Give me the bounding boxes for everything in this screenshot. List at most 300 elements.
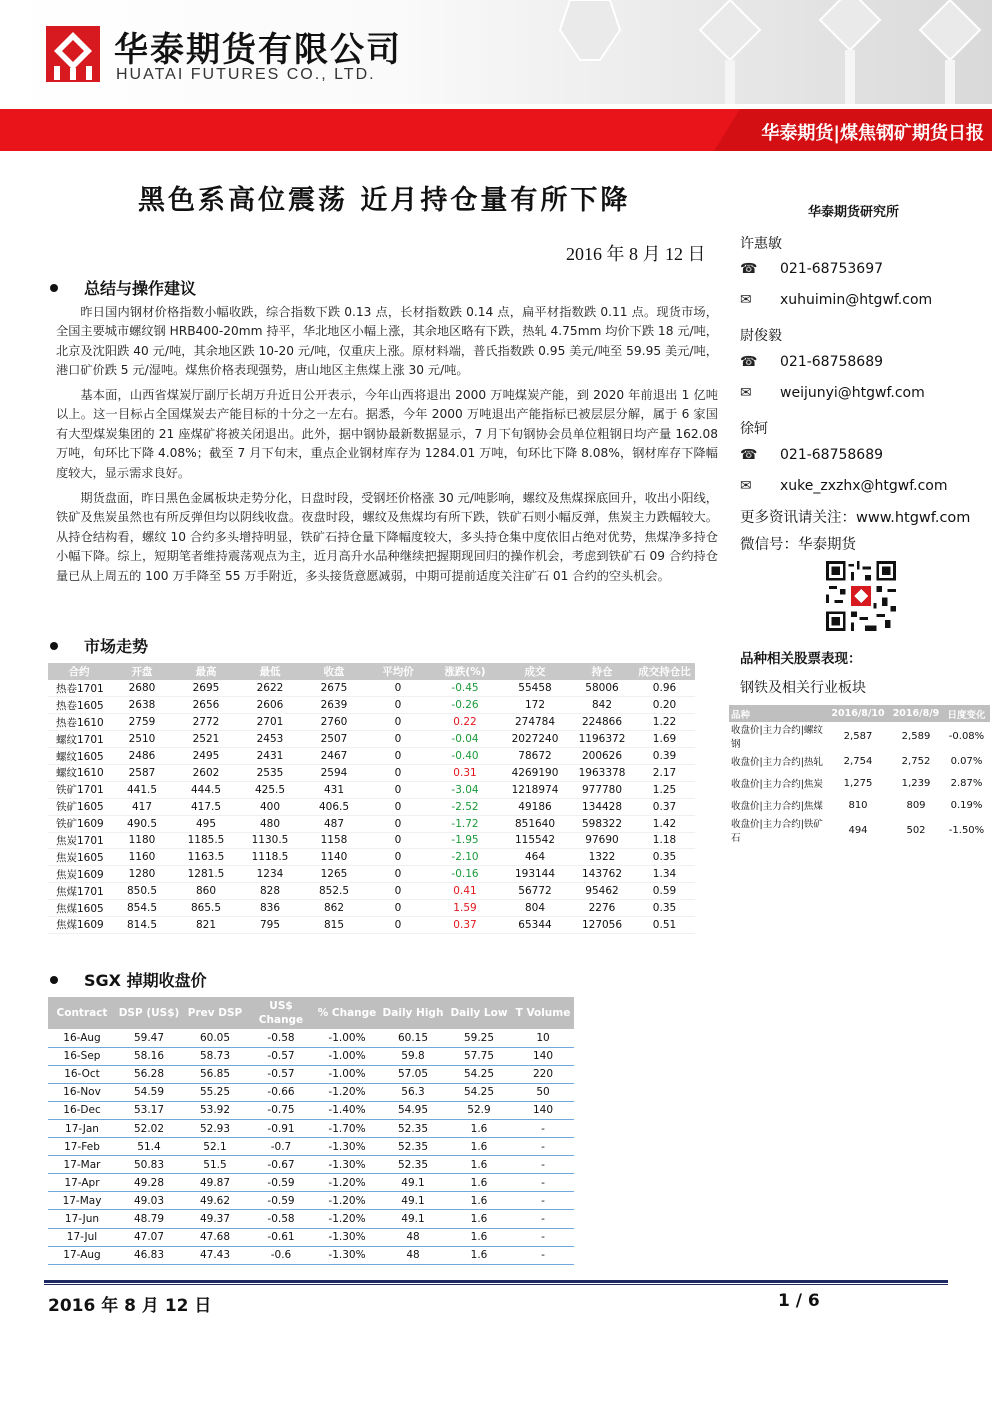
table-cell: 1.6 (446, 1156, 512, 1174)
table-cell: 2521 (174, 731, 238, 748)
contact-email-address[interactable]: xuhuimin@htgwf.com (780, 292, 933, 308)
table-cell: 804 (500, 900, 570, 917)
table-cell: 57.75 (446, 1047, 512, 1065)
table-cell: 50 (512, 1083, 574, 1101)
table-cell: 2587 (110, 764, 174, 781)
table-cell: 51.4 (116, 1138, 182, 1156)
table-cell: 铁矿1701 (48, 781, 110, 798)
table-cell: -3.04 (430, 781, 500, 798)
email-icon: ✉ (740, 385, 752, 401)
table-cell: 2760 (302, 714, 366, 731)
table-cell: 收盘价|主力合约|焦煤 (731, 801, 823, 812)
contact-email (740, 292, 932, 308)
section-sgx-title: SGX 掉期收盘价 (84, 971, 207, 990)
table-cell: - (512, 1119, 574, 1137)
table-cell: -0.91 (248, 1119, 314, 1137)
table-cell: 52.1 (182, 1138, 248, 1156)
table-cell: 2680 (110, 680, 174, 697)
column-header: 最低 (238, 663, 302, 680)
table-cell: 842 (570, 697, 634, 714)
table-cell: 54.95 (380, 1101, 446, 1119)
table-row (48, 781, 695, 798)
table-cell: 2606 (238, 697, 302, 714)
table-cell: 52.9 (446, 1101, 512, 1119)
table-cell: 56.28 (116, 1065, 182, 1083)
table-cell: 1.18 (634, 832, 695, 849)
table-cell: 598322 (570, 815, 634, 832)
footer-date: 2016 年 8 月 12 日 (48, 1296, 212, 1316)
table-cell: 49.28 (116, 1174, 182, 1192)
report-banner (0, 109, 992, 151)
table-cell: 焦煤1609 (48, 916, 110, 933)
bullet-icon (50, 642, 58, 650)
table-row (48, 1138, 574, 1156)
table-cell: -1.00% (314, 1065, 380, 1083)
company-name-cn: 华泰期货有限公司 (114, 30, 402, 70)
table-cell: 795 (238, 916, 302, 933)
email-icon: ✉ (740, 478, 752, 494)
table-cell: 0.39 (634, 748, 695, 765)
table-cell: 0 (366, 714, 430, 731)
table-cell: 2510 (110, 731, 174, 748)
section-market-heading (50, 634, 148, 657)
table-cell: 1281.5 (174, 866, 238, 883)
contact-email-address[interactable]: xuke_zxzhx@htgwf.com (780, 478, 948, 494)
table-cell: 48.79 (116, 1210, 182, 1228)
contact-phone (740, 447, 883, 463)
table-cell: 1118.5 (238, 849, 302, 866)
table-cell: 0 (366, 815, 430, 832)
table-cell: -1.30% (314, 1228, 380, 1246)
table-cell: -0.57 (248, 1047, 314, 1065)
table-cell: 焦煤1701 (48, 883, 110, 900)
table-cell: 2759 (110, 714, 174, 731)
table-cell: 53.17 (116, 1101, 182, 1119)
report-title: 黑色系高位震荡 近月持仓量有所下降 (138, 185, 631, 216)
table-cell: 417 (110, 798, 174, 815)
market-table-header (48, 663, 695, 680)
table-cell: 58.73 (182, 1047, 248, 1065)
table-cell: -0.58 (248, 1210, 314, 1228)
table-cell: 1,239 (901, 777, 931, 789)
table-cell: 862 (302, 900, 366, 917)
table-cell: 2772 (174, 714, 238, 731)
table-cell: 焦炭1609 (48, 866, 110, 883)
table-cell: 56.3 (380, 1083, 446, 1101)
table-cell: 17-Mar (48, 1156, 116, 1174)
table-cell: 2.17 (634, 764, 695, 781)
table-cell: -0.6 (248, 1246, 314, 1264)
table-cell: -0.16 (430, 866, 500, 883)
table-cell: 52.02 (116, 1119, 182, 1137)
footer-divider (44, 1280, 948, 1283)
table-cell: 78672 (500, 748, 570, 765)
table-cell: 55458 (500, 680, 570, 697)
table-cell: 810 (848, 799, 868, 811)
contact-phone-number: 021-68758689 (780, 447, 884, 463)
table-cell: 220 (512, 1065, 574, 1083)
table-cell: 2495 (174, 748, 238, 765)
table-cell: 1.25 (634, 781, 695, 798)
column-header: 合约 (48, 663, 110, 680)
company-name-en: HUATAI FUTURES CO., LTD. (116, 66, 376, 83)
table-cell: 17-Feb (48, 1138, 116, 1156)
table-cell: -2.52 (430, 798, 500, 815)
table-cell: 60.05 (182, 1029, 248, 1047)
table-cell: 490.5 (110, 815, 174, 832)
market-table (48, 663, 695, 934)
table-row (48, 1246, 574, 1264)
table-cell: 2507 (302, 731, 366, 748)
table-cell: 224866 (570, 714, 634, 731)
page-header (0, 0, 992, 104)
table-row (48, 748, 695, 765)
contact-phone (740, 261, 883, 277)
table-cell: -0.7 (248, 1138, 314, 1156)
table-cell: 0.96 (634, 680, 695, 697)
table-cell: 2431 (238, 748, 302, 765)
table-cell: 4269190 (500, 764, 570, 781)
table-cell: 53.92 (182, 1101, 248, 1119)
table-cell: 1.6 (446, 1192, 512, 1210)
table-cell: 2,754 (843, 755, 873, 767)
table-cell: -1.95 (430, 832, 500, 849)
table-cell: -1.20% (314, 1210, 380, 1228)
table-cell: 425.5 (238, 781, 302, 798)
table-cell: 16-Dec (48, 1101, 116, 1119)
table-cell: 1130.5 (238, 832, 302, 849)
table-cell: 52.93 (182, 1119, 248, 1137)
table-cell: 0.07% (950, 755, 983, 767)
column-header: Daily Low (446, 997, 512, 1029)
bullet-icon (50, 284, 58, 292)
table-cell: 59.25 (446, 1029, 512, 1047)
table-cell: 热卷1701 (48, 680, 110, 697)
table-cell: 140 (512, 1047, 574, 1065)
column-header: DSP (US$) (116, 997, 182, 1029)
table-cell: 46.83 (116, 1246, 182, 1264)
table-cell: 441.5 (110, 781, 174, 798)
table-cell: 2,589 (901, 730, 931, 742)
table-cell: -0.59 (248, 1174, 314, 1192)
column-header: 最高 (174, 663, 238, 680)
table-cell: 59.8 (380, 1047, 446, 1065)
table-cell: 1160 (110, 849, 174, 866)
table-cell: 828 (238, 883, 302, 900)
table-cell: 16-Sep (48, 1047, 116, 1065)
table-cell: 2656 (174, 697, 238, 714)
column-header: Contract (48, 997, 116, 1029)
table-cell: 52.35 (380, 1156, 446, 1174)
table-cell: 2638 (110, 697, 174, 714)
table-cell: 2675 (302, 680, 366, 697)
table-cell: 444.5 (174, 781, 238, 798)
table-cell: 143762 (570, 866, 634, 883)
table-cell: 0.35 (634, 900, 695, 917)
table-cell: 1.69 (634, 731, 695, 748)
table-cell: 0 (366, 798, 430, 815)
table-cell: 16-Oct (48, 1065, 116, 1083)
contact-phone-number: 021-68753697 (780, 261, 884, 277)
table-row (48, 798, 695, 815)
table-cell: 热卷1605 (48, 697, 110, 714)
table-cell: 2701 (238, 714, 302, 731)
table-cell: 274784 (500, 714, 570, 731)
table-cell: -2.10 (430, 849, 500, 866)
table-cell: 收盘价|主力合约|铁矿石 (731, 819, 823, 844)
institute-name: 华泰期货研究所 (808, 205, 900, 220)
table-cell: -0.57 (248, 1065, 314, 1083)
table-cell: 865.5 (174, 900, 238, 917)
table-cell: 193144 (500, 866, 570, 883)
table-cell: -0.26 (430, 697, 500, 714)
table-cell: 47.07 (116, 1228, 182, 1246)
table-cell: 417.5 (174, 798, 238, 815)
table-cell: 螺纹1701 (48, 731, 110, 748)
table-cell: 502 (906, 824, 926, 836)
email-icon: ✉ (740, 292, 752, 308)
table-cell: 0 (366, 781, 430, 798)
column-header: 2016/8/10 (827, 705, 889, 722)
more-info-link[interactable]: 更多资讯请关注：www.htgwf.com (740, 510, 971, 526)
column-header: 持仓 (570, 663, 634, 680)
table-cell: 0.37 (634, 798, 695, 815)
report-tag: 华泰期货|煤焦钢矿期货日报 (761, 123, 984, 144)
stock-table (729, 705, 990, 844)
table-cell: 815 (302, 916, 366, 933)
column-header: 涨跌(%) (430, 663, 500, 680)
table-cell: 2.87% (950, 777, 983, 789)
table-cell: -1.00% (314, 1047, 380, 1065)
table-row (48, 1065, 574, 1083)
table-cell: 0.51 (634, 916, 695, 933)
table-cell: 2486 (110, 748, 174, 765)
table-cell: -1.30% (314, 1138, 380, 1156)
table-cell: -1.70% (314, 1119, 380, 1137)
table-cell: -1.20% (314, 1174, 380, 1192)
table-row (48, 1174, 574, 1192)
table-cell: 2622 (238, 680, 302, 697)
table-cell: 56772 (500, 883, 570, 900)
table-cell: -0.04 (430, 731, 500, 748)
table-row (48, 697, 695, 714)
table-cell: 431 (302, 781, 366, 798)
table-cell: 1322 (570, 849, 634, 866)
table-cell: 0 (366, 900, 430, 917)
table-cell: -1.50% (948, 824, 985, 836)
table-cell: -1.40% (314, 1101, 380, 1119)
table-row (48, 866, 695, 883)
table-cell: -0.40 (430, 748, 500, 765)
paragraph-3: 期货盘面，昨日黑色金属板块走势分化，日盘时段，受钢坯价格涨 30 元/吨影响，螺纹及焦煤探底回升，收出小阳线，铁矿及焦炭虽然也有所反弹但均以阴线收盘。夜盘时段，螺纹及焦煤均有所下跌，铁矿石则小幅反弹，焦炭主力跌幅较大。从持仓结构看，螺纹 10 合约多头增持明显，铁矿石持仓量下降幅度较大，多头持仓集中度依旧占绝对优势，焦煤净多持仓小幅下降。综上，短期笔者维持震荡观点为主，近月高升水品种继续把握期现回归的操作机会，考虑到铁矿石 09 合约持仓量已从上周五的 100 万手降至 55 万手附近，多头接货意愿减弱，中期可提前适度关注矿石 01 合约的空头机会。 (56, 491, 718, 583)
table-cell: 49.1 (380, 1174, 446, 1192)
section-summary-title: 总结与操作建议 (84, 279, 197, 298)
table-cell: 49186 (500, 798, 570, 815)
table-cell: -0.08% (948, 730, 985, 742)
column-header: 品种 (729, 705, 827, 722)
footer-divider-thin (44, 1284, 948, 1285)
table-cell: 60.15 (380, 1029, 446, 1047)
paragraph-2: 基本面，山西省煤炭厅副厅长胡万升近日公开表示，今年山西将退出 2000 万吨煤炭产能，到 2020 年前退出 1 亿吨以上。这一目标占全国煤炭去产能目标的十分之一左右。据悉，今年 2000 万吨退出产能指标已被层层分解，属于 6 家国有大型煤炭集团的 21 座煤矿将被关闭退出。此外，据中钢协最新数据显示，7 月下旬钢协会员单位粗钢日均产量 162.08 万吨，旬环比下降 4.08%；截至 7 月下旬末，重点企业钢材库存为 1284.01 万吨，旬环比下降 8.08%，钢材库存下降幅度较大，显示需求良好。 (56, 388, 718, 480)
table-cell: 2467 (302, 748, 366, 765)
table-cell: 1196372 (570, 731, 634, 748)
table-cell: 1,275 (843, 777, 873, 789)
stock-section-title: 品种相关股票表现： (740, 651, 862, 667)
table-cell: 2594 (302, 764, 366, 781)
column-header: % Change (314, 997, 380, 1029)
table-cell: 52.35 (380, 1119, 446, 1137)
table-cell: - (512, 1210, 574, 1228)
table-cell: 17-May (48, 1192, 116, 1210)
table-cell: 0 (366, 697, 430, 714)
table-cell: 螺纹1605 (48, 748, 110, 765)
contact-email (740, 385, 925, 401)
section-market-title: 市场走势 (84, 637, 149, 656)
table-cell: 56.85 (182, 1065, 248, 1083)
table-cell: 0 (366, 764, 430, 781)
table-cell: 127056 (570, 916, 634, 933)
stock-table-header (729, 705, 990, 722)
section-summary-heading (50, 276, 196, 299)
table-cell: 2,752 (901, 755, 931, 767)
column-header: 成交 (500, 663, 570, 680)
table-cell: 49.03 (116, 1192, 182, 1210)
table-cell: 487 (302, 815, 366, 832)
table-cell: 1.42 (634, 815, 695, 832)
table-row (48, 731, 695, 748)
table-cell: 收盘价|主力合约|热轧 (731, 757, 823, 768)
table-cell: 热卷1610 (48, 714, 110, 731)
table-cell: 铁矿1605 (48, 798, 110, 815)
table-cell: 1280 (110, 866, 174, 883)
header-decoration (420, 0, 992, 104)
table-row (729, 750, 990, 772)
table-cell: 1.6 (446, 1228, 512, 1246)
table-cell: 55.25 (182, 1083, 248, 1101)
table-cell: 1180 (110, 832, 174, 849)
table-cell: -0.61 (248, 1228, 314, 1246)
column-header: 收盘 (302, 663, 366, 680)
table-cell: 1.6 (446, 1119, 512, 1137)
table-cell: -1.20% (314, 1192, 380, 1210)
table-cell: 0 (366, 680, 430, 697)
column-header: 日度变化 (943, 705, 990, 722)
sgx-table-header (48, 997, 574, 1029)
table-cell: 48 (380, 1228, 446, 1246)
table-row (48, 1228, 574, 1246)
column-header: US$ Change (248, 997, 314, 1029)
table-cell: 2695 (174, 680, 238, 697)
table-cell: 2453 (238, 731, 302, 748)
table-cell: 495 (174, 815, 238, 832)
table-cell: 0.37 (430, 916, 500, 933)
table-row (48, 1047, 574, 1065)
table-cell: 0.35 (634, 849, 695, 866)
table-cell: 47.68 (182, 1228, 248, 1246)
table-cell: 50.83 (116, 1156, 182, 1174)
table-cell: -0.67 (248, 1156, 314, 1174)
column-header: 2016/8/9 (889, 705, 943, 722)
table-cell: 836 (238, 900, 302, 917)
table-cell: 铁矿1609 (48, 815, 110, 832)
table-cell: 0 (366, 883, 430, 900)
table-cell: 2027240 (500, 731, 570, 748)
table-cell: 406.5 (302, 798, 366, 815)
table-cell: 2276 (570, 900, 634, 917)
table-cell: -0.58 (248, 1029, 314, 1047)
table-cell: 0.22 (430, 714, 500, 731)
table-cell: -0.66 (248, 1083, 314, 1101)
table-cell: 1185.5 (174, 832, 238, 849)
contact-phone-number: 021-68758689 (780, 354, 884, 370)
table-cell: - (512, 1192, 574, 1210)
table-cell: 0 (366, 748, 430, 765)
table-cell: - (512, 1138, 574, 1156)
stock-section-subtitle: 钢铁及相关行业板块 (740, 680, 866, 696)
table-cell: 17-Jul (48, 1228, 116, 1246)
table-row (48, 680, 695, 697)
table-cell: 821 (174, 916, 238, 933)
table-cell: 0 (366, 832, 430, 849)
bullet-icon (50, 976, 58, 984)
table-cell: -0.75 (248, 1101, 314, 1119)
paragraph-1: 昨日国内钢材价格指数小幅收跌，综合指数下跌 0.13 点，长材指数跌 0.14 点，扁平材指数跌 0.11 点。现货市场，全国主要城市螺纹钢 HRB400-20mm 持平，华北地区小幅上涨，其余地区略有下跌，热轧 4.75mm 均价下跌 18 元/吨，北京及沈阳跌 40 元/吨，其余地区跌 10-20 元/吨，仅重庆上涨。原材料端，普氏指数跌 0.95 美元/吨至 59.95 美元/吨，港口矿价跌 5 元/湿吨。煤焦价格表现强势，唐山地区主焦煤上涨 30 元/吨。 (56, 305, 718, 378)
contact-email-address[interactable]: weijunyi@htgwf.com (780, 385, 925, 401)
table-cell: 494 (848, 824, 868, 836)
table-cell: 2535 (238, 764, 302, 781)
column-header: Daily High (380, 997, 446, 1029)
table-row (48, 1083, 574, 1101)
table-cell: 200626 (570, 748, 634, 765)
report-date: 2016 年 8 月 12 日 (566, 244, 706, 264)
table-cell: 0.20 (634, 697, 695, 714)
table-cell: 977780 (570, 781, 634, 798)
table-cell: 10 (512, 1029, 574, 1047)
table-cell: 1.6 (446, 1174, 512, 1192)
table-row (48, 1101, 574, 1119)
table-cell: 464 (500, 849, 570, 866)
table-cell: 2,587 (843, 730, 873, 742)
table-cell: 螺纹1610 (48, 764, 110, 781)
table-row (48, 1192, 574, 1210)
phone-icon: ☎ (740, 261, 758, 277)
table-cell: 860 (174, 883, 238, 900)
column-header: Prev DSP (182, 997, 248, 1029)
table-cell: 1.6 (446, 1246, 512, 1264)
table-cell: 17-Jan (48, 1119, 116, 1137)
table-cell: - (512, 1246, 574, 1264)
table-cell: 17-Jun (48, 1210, 116, 1228)
table-cell: 134428 (570, 798, 634, 815)
table-row (48, 883, 695, 900)
table-cell: 51.5 (182, 1156, 248, 1174)
table-row (48, 849, 695, 866)
table-cell: 17-Apr (48, 1174, 116, 1192)
table-row (48, 815, 695, 832)
table-cell: 焦炭1701 (48, 832, 110, 849)
table-cell: 854.5 (110, 900, 174, 917)
table-cell: -1.72 (430, 815, 500, 832)
table-cell: 1163.5 (174, 849, 238, 866)
table-cell: 54.25 (446, 1065, 512, 1083)
contact-name: 尉俊毅 (740, 328, 782, 344)
column-header: 平均价 (366, 663, 430, 680)
table-cell: 115542 (500, 832, 570, 849)
table-cell: 49.87 (182, 1174, 248, 1192)
table-cell: 1.34 (634, 866, 695, 883)
table-cell: 97690 (570, 832, 634, 849)
table-cell: 65344 (500, 916, 570, 933)
